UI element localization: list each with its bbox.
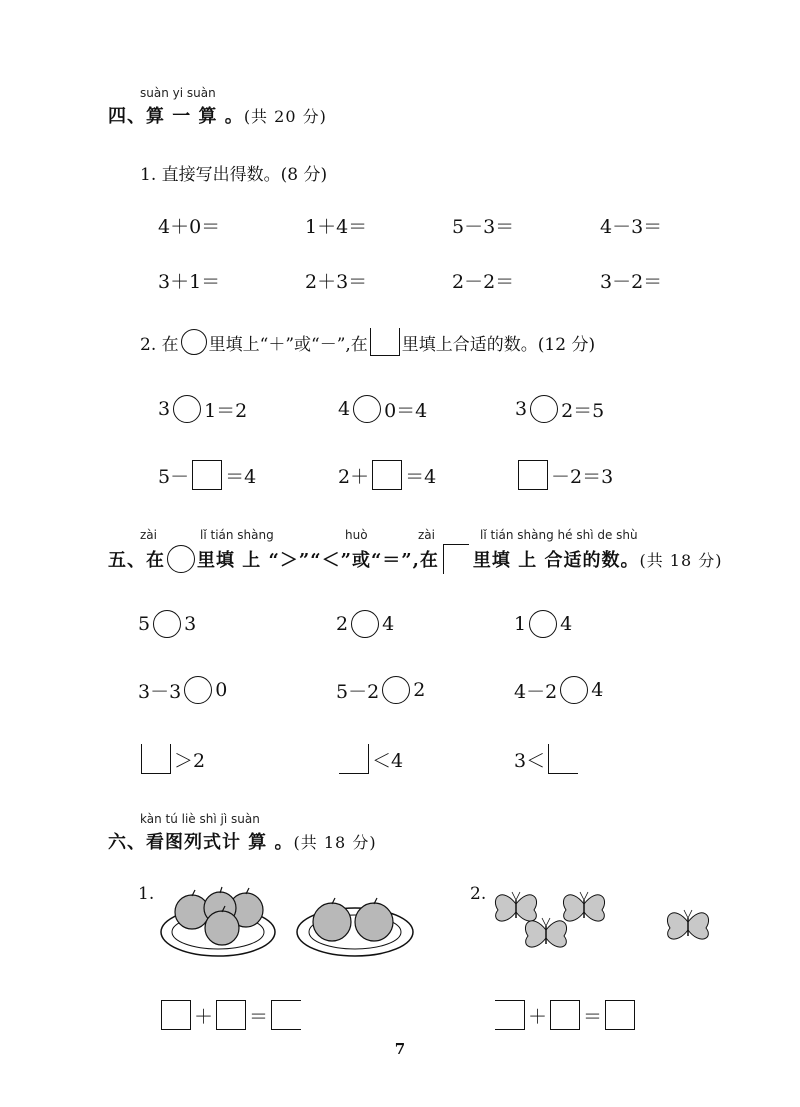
- part2-label-c: 里填上合适的数。(12 分): [401, 334, 596, 355]
- s5-r1-c2-pre: 2: [336, 613, 349, 635]
- s5-title-c: 里填 上 合适的数。: [472, 550, 640, 571]
- compare-circle[interactable]: [382, 676, 410, 704]
- s4p2-r2-c1-post: ＝4: [225, 465, 257, 488]
- section6-title: [108, 828, 377, 854]
- s5-r1-c3: [514, 610, 572, 638]
- s4p2-r1-c2-pre: 4: [338, 398, 351, 420]
- s4p2-r1-c1: [158, 395, 247, 423]
- apples-plates-picture: [160, 882, 420, 962]
- part2-label-b: 里填上“＋”或“－”,在: [208, 334, 368, 355]
- s5-r1-c2-post: 4: [382, 613, 395, 635]
- section4-part1-label: 1. 直接写出得数。(8 分): [140, 165, 328, 185]
- compare-circle[interactable]: [529, 610, 557, 638]
- part2-label-a: 2. 在: [140, 334, 179, 355]
- compare-circle[interactable]: [184, 676, 212, 704]
- s5-pinyin-zai1: zài: [140, 528, 157, 542]
- s5-r1-c1-pre: 5: [138, 613, 151, 635]
- butterfly-icon: [525, 918, 566, 947]
- s5-r1-c3-post: 4: [560, 613, 573, 635]
- s5-r3-c2-post: ＜4: [372, 749, 404, 772]
- s4p2-r2-c2-pre: 2＋: [338, 465, 370, 488]
- s5-pinyin-huo: huò: [345, 528, 368, 542]
- answer-box[interactable]: [550, 1000, 580, 1030]
- compare-circle[interactable]: [560, 676, 588, 704]
- s4-r2-c2: 2＋3＝: [305, 271, 368, 293]
- equals-sign: ＝: [583, 1005, 603, 1028]
- s5-r3-c2: [336, 744, 403, 774]
- answer-box[interactable]: [339, 744, 369, 774]
- s4-r1-c4: 4－3＝: [600, 216, 663, 238]
- s4p2-r1-c1-pre: 3: [158, 398, 171, 420]
- s5-r2-c2-pre: 5－2: [336, 680, 380, 703]
- s5-r2-c2-post: 2: [413, 679, 426, 701]
- s5-r2-c1: [138, 676, 227, 704]
- answer-box[interactable]: [605, 1000, 635, 1030]
- equals-sign: ＝: [249, 1005, 269, 1028]
- butterflies-picture: [492, 882, 722, 962]
- s5-r2-c1-post: 0: [215, 679, 228, 701]
- plus-sign: ＋: [528, 1005, 548, 1028]
- s4p2-r2-c3: [515, 460, 613, 490]
- s4-r2-c1: 3＋1＝: [158, 271, 221, 293]
- section5-points: (共 18 分): [639, 550, 723, 570]
- page-number: 7: [394, 1040, 406, 1058]
- s5-title-b: 里填 上 “＞”“＜”或“＝”,在: [197, 550, 439, 571]
- section4-title: [108, 102, 327, 128]
- answer-circle[interactable]: [530, 395, 558, 423]
- circle-symbol: [181, 329, 207, 355]
- right-plate-with-apples: [297, 898, 413, 956]
- section4-part2-label: [140, 328, 595, 356]
- s5-title-a: 五、在: [108, 550, 165, 571]
- s5-pinyin-litianshang1: lǐ tián shàng: [200, 528, 274, 542]
- section6-pinyin: kàn tú liè shì jì suàn: [140, 812, 260, 826]
- answer-box[interactable]: [548, 744, 578, 774]
- s5-r2-c3-post: 4: [591, 679, 604, 701]
- answer-box[interactable]: [192, 460, 222, 490]
- box-symbol: [370, 328, 400, 356]
- s5-r3-c3-pre: 3＜: [514, 749, 546, 772]
- s6-problem2-label: 2.: [470, 884, 487, 904]
- s4p2-r1-c2-post: 0＝4: [384, 399, 428, 422]
- s5-r2-c1-pre: 3－3: [138, 680, 182, 703]
- s5-r3-c3: [514, 744, 581, 774]
- section6-title-text: 六、看图列式计 算 。: [108, 832, 294, 853]
- s4p2-r2-c3-post: －2＝3: [551, 465, 614, 488]
- s4p2-r1-c3-post: 2＝5: [561, 399, 605, 422]
- section4-points: (共 20 分): [243, 107, 327, 126]
- s6-p2-equation: [492, 1000, 638, 1030]
- s4p2-r1-c1-post: 1＝2: [204, 399, 248, 422]
- answer-circle[interactable]: [173, 395, 201, 423]
- butterfly-icon: [495, 892, 536, 921]
- s4p2-r2-c1-pre: 5－: [158, 465, 190, 488]
- compare-circle[interactable]: [351, 610, 379, 638]
- s5-r1-c2: [336, 610, 394, 638]
- s5-r1-c3-pre: 1: [514, 613, 527, 635]
- s4-r1-c3: 5－3＝: [452, 216, 515, 238]
- answer-box[interactable]: [141, 744, 171, 774]
- compare-circle[interactable]: [153, 610, 181, 638]
- s5-pinyin-rest: lǐ tián shàng hé shì de shù: [480, 528, 638, 542]
- butterfly-icon: [563, 892, 604, 921]
- section4-pinyin: suàn yi suàn: [140, 86, 216, 100]
- s5-r3-c1: [138, 744, 205, 774]
- s4p2-r2-c2-post: ＝4: [405, 465, 437, 488]
- s6-problem1-label: 1.: [138, 884, 155, 904]
- s4-r1-c1: 4＋0＝: [158, 216, 221, 238]
- left-plate-with-apples: [161, 887, 275, 956]
- s4p2-r2-c1: [158, 460, 256, 490]
- section6-points: (共 18 分): [293, 833, 377, 852]
- circle-symbol: [167, 545, 195, 573]
- s6-p1-equation: [158, 1000, 304, 1030]
- s4-r2-c3: 2－2＝: [452, 271, 515, 293]
- s5-pinyin-zai2: zài: [418, 528, 435, 542]
- s4-r2-c4: 3－2＝: [600, 271, 663, 293]
- answer-box[interactable]: [495, 1000, 525, 1030]
- box-symbol: [443, 544, 469, 574]
- answer-box[interactable]: [216, 1000, 246, 1030]
- section4-title-text: 四、算 一 算 。: [108, 106, 244, 127]
- s4p2-r1-c3-pre: 3: [515, 398, 528, 420]
- butterfly-icon: [667, 910, 708, 939]
- section5-title: [108, 544, 723, 574]
- answer-box[interactable]: [271, 1000, 301, 1030]
- s4p2-r1-c2: [338, 395, 427, 423]
- answer-box[interactable]: [161, 1000, 191, 1030]
- s5-r2-c3: [514, 676, 603, 704]
- s5-r1-c1: [138, 610, 196, 638]
- answer-circle[interactable]: [353, 395, 381, 423]
- answer-box[interactable]: [518, 460, 548, 490]
- s5-r1-c1-post: 3: [184, 613, 197, 635]
- s5-r3-c1-post: ＞2: [174, 749, 206, 772]
- answer-box[interactable]: [372, 460, 402, 490]
- plus-sign: ＋: [194, 1005, 214, 1028]
- s5-r2-c3-pre: 4－2: [514, 680, 558, 703]
- s4-r1-c2: 1＋4＝: [305, 216, 368, 238]
- s5-r2-c2: [336, 676, 425, 704]
- s4p2-r2-c2: [338, 460, 436, 490]
- s4p2-r1-c3: [515, 395, 604, 423]
